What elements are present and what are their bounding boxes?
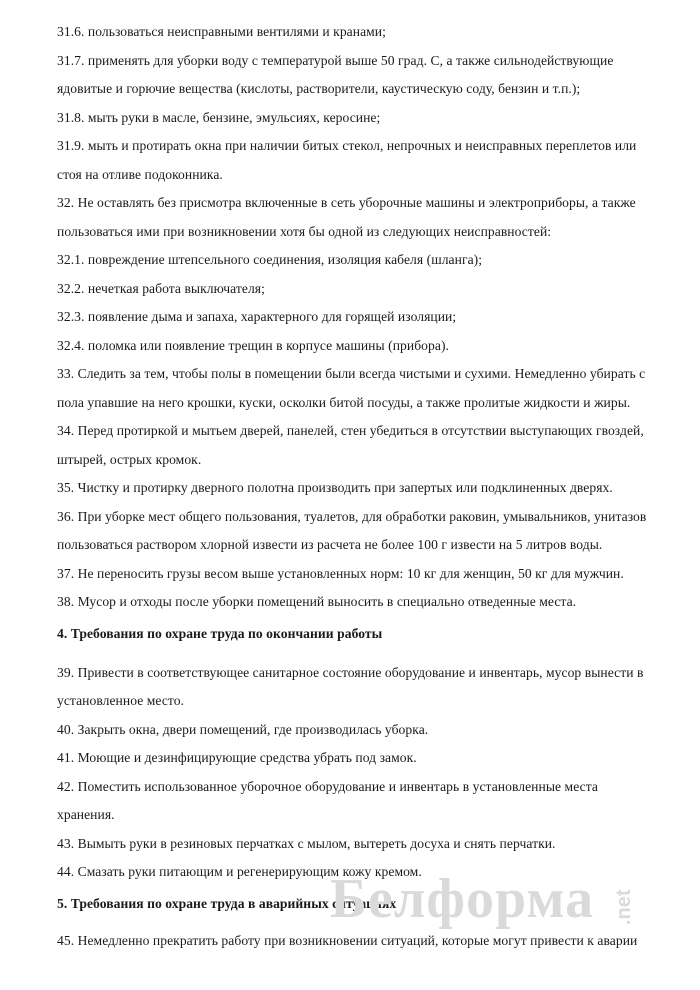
text-line: 45. Немедленно прекратить работу при возникновении ситуаций, которые могут привести к аварии [57,933,638,948]
text-line: 35. Чистку и протирку дверного полотна производить при запертых или подклиненных дверях. [57,480,613,495]
text-line: 31.8. мыть руки в масле, бензине, эмульсиях, керосине; [57,110,381,125]
text-line: 32.1. повреждение штепсельного соединения, изоляция кабеля (шланга); [57,252,483,267]
svg-text:Белформа: Белформа [330,868,595,930]
text-line: 40. Закрыть окна, двери помещений, где производилась уборка. [57,722,429,737]
section-heading-5: 5. Требования по охране труда в аварийных ситуациях [57,896,397,911]
text-line: пользоваться раствором хлорной извести из расчета не более 100 г извести на 5 литров воды. [57,537,603,552]
text-line: стоя на отливе подоконника. [57,167,223,182]
text-line: 31.7. применять для уборки воду с температурой выше 50 град. С, а также сильнодействующие [57,53,614,68]
text-line: 33. Следить за тем, чтобы полы в помещении были всегда чистыми и сухими. Немедленно убирать с [57,366,646,381]
text-line: 31.6. пользоваться неисправными вентилями и кранами; [57,24,386,39]
section-heading-4: 4. Требования по охране труда по окончании работы [57,626,383,641]
text-line: 38. Мусор и отходы после уборки помещений выносить в специально отведенные места. [57,594,577,609]
text-line: 32.2. нечеткая работа выключателя; [57,281,265,296]
text-line: 41. Моющие и дезинфицирующие средства убрать под замок. [57,750,417,765]
belforma-watermark-logo [330,855,660,935]
text-line: 43. Вымыть руки в резиновых перчатках с мылом, вытереть досуха и снять перчатки. [57,836,556,851]
text-line: 32.3. появление дыма и запаха, характерного для горящей изоляции; [57,309,457,324]
text-line: 42. Поместить использованное уборочное оборудование и инвентарь в установленные места [57,779,598,794]
text-line: 36. При уборке мест общего пользования, туалетов, для обработки раковин, умывальников, унитазов [57,509,647,524]
text-line: пользоваться ими при возникновении хотя бы одной из следующих неисправностей: [57,224,552,239]
text-line: 39. Привести в соответствующее санитарное состояние оборудование и инвентарь, мусор вынести в [57,665,644,680]
text-line: ядовитые и горючие вещества (кислоты, растворители, каустическую соду, бензин и т.п.); [57,81,581,96]
text-line: пола упавшие на него крошки, куски, осколки битой посуды, а также пролитые жидкости и жиры. [57,395,631,410]
text-line: установленное место. [57,693,185,708]
text-line: штырей, острых кромок. [57,452,202,467]
text-line: 44. Смазать руки питающим и регенерирующим кожу кремом. [57,864,422,879]
svg-text:.net: .net [613,889,635,925]
text-line: 37. Не переносить грузы весом выше установленных норм: 10 кг для женщин, 50 кг для мужчин. [57,566,624,581]
text-line: 32.4. поломка или появление трещин в корпусе машины (прибора). [57,338,449,353]
text-line: 32. Не оставлять без присмотра включенные в сеть уборочные машины и электроприборы, а также [57,195,636,210]
text-line: 34. Перед протиркой и мытьем дверей, панелей, стен убедиться в отсутствии выступающих гвоздей, [57,423,644,438]
text-line: 31.9. мыть и протирать окна при наличии битых стекол, непрочных и неисправных переплетов или [57,138,637,153]
text-line: хранения. [57,807,115,822]
